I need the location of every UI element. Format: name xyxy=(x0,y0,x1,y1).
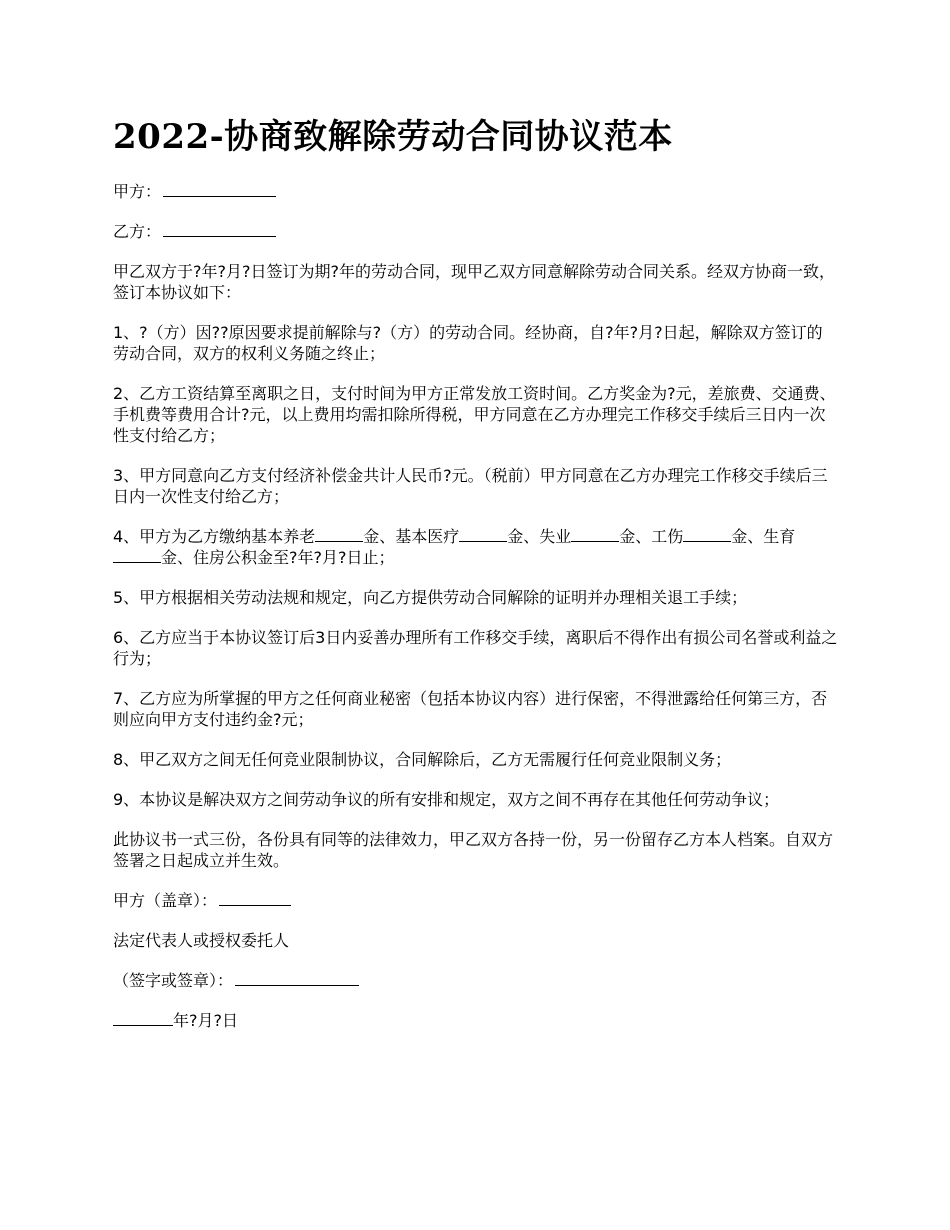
party-a-line xyxy=(113,181,838,202)
date-suffix: 年?月?日 xyxy=(173,1011,238,1030)
clause-4-text-2: 金、基本医疗 xyxy=(363,527,460,546)
clause-7: 7、乙方应为所掌握的甲方之任何商业秘密（包括本协议内容）进行保密，不得泄露给任何第三方，否则应向甲方支付违约金?元； xyxy=(113,689,828,729)
sign-blank xyxy=(235,970,359,986)
unemployment-blank xyxy=(571,526,619,542)
date-line xyxy=(113,1010,838,1031)
clause-4-text-6: 金、住房公积金至?年?月?日止； xyxy=(161,548,395,567)
seal-label: 甲方（盖章）： xyxy=(113,891,218,910)
copies-paragraph: 此协议书一式三份，各份具有同等的法律效力，甲乙双方各持一份，另一份留存乙方本人档案。自双方签署之日起成立并生效。 xyxy=(113,830,834,870)
party-b-label: 乙方： xyxy=(113,222,162,241)
clause-8: 8、甲乙双方之间无任何竞业限制协议，合同解除后，乙方无需履行任何竞业限制义务； xyxy=(113,750,732,769)
clause-2: 2、乙方工资结算至离职之日，支付时间为甲方正常发放工资时间。乙方奖金为?元，差旅费、交通费、手机费等费用合计?元，以上费用均需扣除所得税，甲方同意在乙方办理完工作移交手续后三日内一次性支付给乙方； xyxy=(113,384,836,445)
representative-line: 法定代表人或授权委托人 xyxy=(113,931,290,950)
seal-line xyxy=(113,890,838,911)
clause-3: 3、甲方同意向乙方支付经济补偿金共计人民币?元。（税前）甲方同意在乙方办理完工作移交手续后三日内一次性支付给乙方； xyxy=(113,466,828,506)
clause-1: 1、?（方）因??原因要求提前解除与?（方）的劳动合同。经协商，自?年?月?日起，解除双方签订的劳动合同，双方的权利义务随之终止； xyxy=(113,323,823,363)
clause-9: 9、本协议是解决双方之间劳动争议的所有安排和规定，双方之间不再存在其他任何劳动争议； xyxy=(113,790,780,809)
party-a-label: 甲方： xyxy=(113,182,162,201)
clause-4-text-4: 金、工伤 xyxy=(619,527,684,546)
party-b-blank xyxy=(163,221,276,237)
document-page xyxy=(113,112,838,1050)
seal-blank xyxy=(219,890,291,906)
clause-6: 6、乙方应当于本协议签订后3日内妥善办理所有工作移交手续，离职后不得作出有损公司名誉或利益之行为； xyxy=(113,628,838,668)
document-title: 2022-协商致解除劳动合同协议范本 xyxy=(113,117,673,157)
clause-4-text-5: 金、生育 xyxy=(731,527,796,546)
sign-line xyxy=(113,970,838,991)
intro-paragraph: 甲乙双方于?年?月?日签订为期?年的劳动合同，现甲乙双方同意解除劳动合同关系。经双方协商一致，签订本协议如下： xyxy=(113,262,835,302)
injury-blank xyxy=(683,526,731,542)
pension-blank xyxy=(315,526,363,542)
party-a-blank xyxy=(163,181,276,197)
maternity-blank xyxy=(113,547,161,563)
clause-4-text-3: 金、失业 xyxy=(507,527,572,546)
clause-4 xyxy=(113,526,838,568)
clause-4-text-1: 4、甲方为乙方缴纳基本养老 xyxy=(113,527,316,546)
year-blank xyxy=(113,1010,173,1026)
medical-blank xyxy=(459,526,507,542)
sign-label: （签字或签章）： xyxy=(113,971,234,990)
party-b-line xyxy=(113,221,838,242)
clause-5: 5、甲方根据相关劳动法规和规定，向乙方提供劳动合同解除的证明并办理相关退工手续； xyxy=(113,588,748,607)
